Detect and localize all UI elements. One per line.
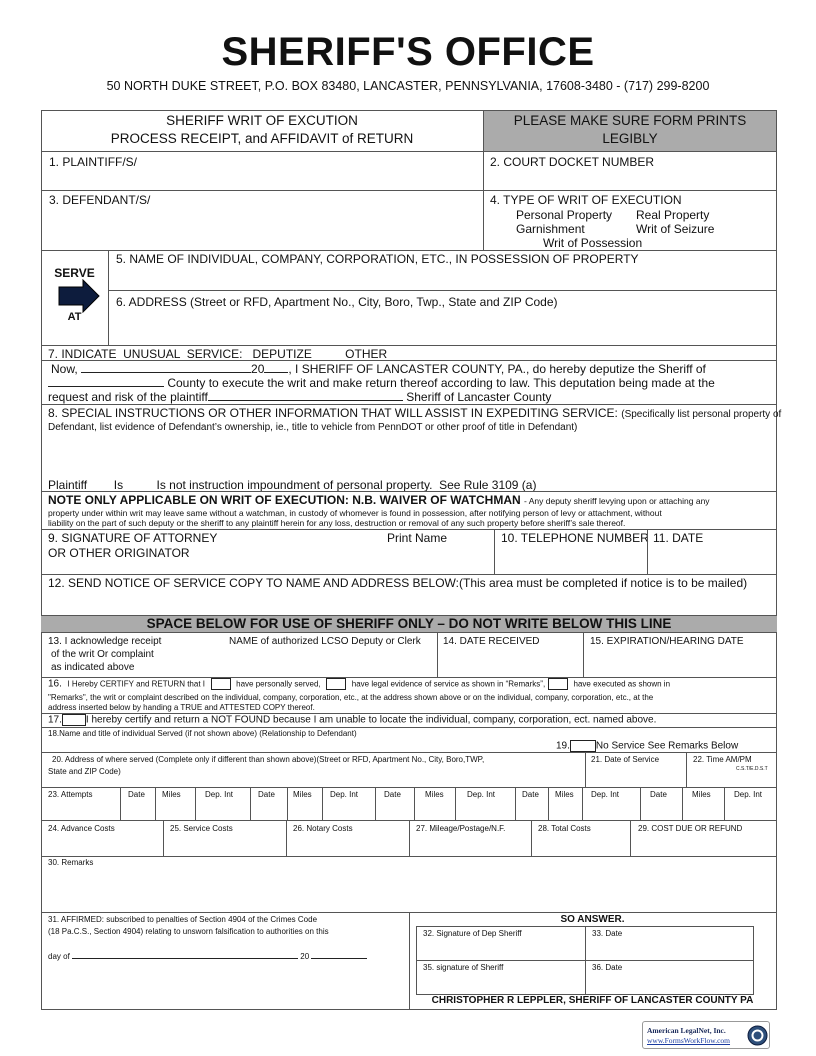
expiration-date-label: 15. EXPIRATION/HEARING DATE (590, 636, 744, 647)
notice-address-label: 12. SEND NOTICE OF SERVICE COPY TO NAME AND ADDRESS BELOW:(This area must be completed if notice is to be mailed) (48, 576, 748, 590)
form-frame (41, 110, 777, 1010)
defendant-label: 3. DEFENDANT/S/ (49, 193, 151, 207)
receipt-label-1: 13. I acknowledge receipt (48, 636, 162, 647)
affirmed-line-1: 31. AFFIRMED: subscribed to penalties of Section 4904 of the Crimes Code (48, 915, 318, 924)
writ-type-seizure[interactable]: Writ of Seizure (636, 222, 715, 236)
dep-sheriff-date-label: 33. Date (592, 929, 623, 938)
certify-return-line-2: "Remarks", the writ or complaint described on the individual, company, corporation, etc., at the address shown above or on the individual, company, corporation, etc., at the (48, 693, 654, 702)
service-costs-label: 25. Service Costs (170, 824, 233, 833)
attempt-1-depint: Dep. Int (205, 790, 234, 799)
telephone-label: 10. TELEPHONE NUMBER (501, 531, 649, 545)
date-received-label: 14. DATE RECEIVED (443, 636, 540, 647)
attempt-4-depint: Dep. Int (591, 790, 620, 799)
sheriff-signature-label: 35. signature of Sheriff (423, 963, 504, 972)
not-found-line: 17. I hereby certify and return a NOT FOUND because I am unable to locate the individual, company, corporation, ect. named above. (48, 714, 657, 726)
attempt-1-date: Date (128, 790, 145, 799)
print-notice-1: PLEASE MAKE SURE FORM PRINTS (513, 113, 747, 128)
at-label: AT (67, 311, 82, 323)
form-title-1: SHERIFF WRIT OF EXCUTION (166, 113, 358, 128)
serve-label: SERVE (54, 266, 95, 280)
writ-type-real[interactable]: Real Property (636, 208, 710, 222)
personally-served-checkbox[interactable] (211, 678, 231, 690)
brand-logo-icon (747, 1025, 768, 1046)
total-costs-label: 28. Total Costs (538, 824, 591, 833)
writ-type-garnishment[interactable]: Garnishment (516, 222, 585, 236)
remarks-label: 30. Remarks (48, 858, 94, 867)
mileage-postage-label: 27. Mileage/Postage/N.F. (416, 824, 506, 833)
affirmed-line-2: (18 Pa.C.S., Section 4904) relating to unsworn falsification to authorities on this (48, 927, 329, 936)
certify-return-line-3: address inserted below by handing a TRUE and ATTESTED COPY thereof. (48, 703, 315, 712)
executed-checkbox[interactable] (548, 678, 568, 690)
writ-type-personal[interactable]: Personal Property (516, 208, 613, 222)
served-address-label-2: State and ZIP Code) (48, 767, 121, 776)
time-zone-note: C.S.T/E.D.S.T (736, 766, 768, 772)
date-of-service-label: 21. Date of Service (591, 755, 660, 764)
deputize-line-1: Now, 20 , I SHERIFF OF LANCASTER COUNTY, PA., do hereby deputize the Sheriff of (51, 362, 706, 376)
served-address-label: 20. Address of where served (Complete only if different than shown above)(Street or RFD, Apartment No., City, Boro,TWP, (52, 755, 485, 764)
sheriff-only-label: SPACE BELOW FOR USE OF SHERIFF ONLY – DO NOT WRITE BELOW THIS LINE (146, 616, 672, 631)
writ-type-label: 4. TYPE OF WRIT OF EXECUTION (490, 193, 682, 207)
brand-badge[interactable] (642, 1021, 770, 1049)
deputize-line-2: County to execute the writ and make return thereof according to law. This deputation being made at the (48, 376, 715, 390)
impoundment-line: Plaintiff Is Is not instruction impoundment of personal property. See Rule 3109 (a) (48, 478, 537, 492)
attempt-3-depint: Dep. Int (467, 790, 496, 799)
attempt-5-date: Date (650, 790, 667, 799)
brand-name: American LegalNet, Inc. (647, 1026, 726, 1035)
print-notice-2: LEGIBLY (602, 131, 658, 146)
receipt-label-2: of the writ Or complaint (51, 649, 154, 660)
special-instructions-note: Defendant, list evidence of Defendant’s ownership, ie., title to vehicle from PennDOT or other proof of title in Defendant) (48, 422, 578, 433)
page-title: SHERIFF'S OFFICE (221, 30, 595, 74)
address-label: 6. ADDRESS (Street or RFD, Apartment No., City, Boro, Twp., State and ZIP Code) (116, 295, 558, 309)
notary-costs-label: 26. Notary Costs (293, 824, 353, 833)
legal-evidence-checkbox[interactable] (326, 678, 346, 690)
writ-type-possession[interactable]: Writ of Possession (543, 236, 643, 250)
deputize-line-3: request and risk of the plaintiff Sheriff of Lancaster County (48, 390, 552, 404)
brand-url[interactable]: www.FormsWorkFlow.com (647, 1036, 731, 1045)
deputy-name-label: NAME of authorized LCSO Deputy or Clerk (229, 636, 421, 647)
possessor-name-label: 5. NAME OF INDIVIDUAL, COMPANY, CORPORATION, ETC., IN POSSESSION OF PROPERTY (116, 252, 639, 266)
date-label: 11. DATE (653, 531, 704, 545)
print-name-label: Print Name (387, 531, 448, 545)
no-service-checkbox[interactable] (570, 740, 596, 752)
advance-costs-label: 24. Advance Costs (48, 824, 115, 833)
watchman-note: NOTE ONLY APPLICABLE ON WRIT OF EXECUTION: N.B. WAIVER OF WATCHMAN - Any deputy sheriff levying upon or attaching any (48, 493, 710, 507)
attempt-3-miles: Miles (425, 790, 444, 799)
watchman-note-2: property under within writ may leave same without a watchman, in custody of whomever is found in possession, after notifying person of levy or attachment, without (48, 508, 662, 518)
form-title-2: PROCESS RECEIPT, and AFFIDAVIT of RETURN (110, 131, 414, 146)
attempt-5-miles: Miles (692, 790, 711, 799)
attempt-2-depint: Dep. Int (330, 790, 359, 799)
no-service-line: 19. No Service See Remarks Below (556, 740, 739, 752)
attempt-1-miles: Miles (162, 790, 181, 799)
attorney-signature-label: 9. SIGNATURE OF ATTORNEY (48, 531, 218, 545)
attempt-2-miles: Miles (293, 790, 312, 799)
cost-due-label: 29. COST DUE OR REFUND (638, 824, 743, 833)
unusual-service-label: 7. INDICATE UNUSUAL SERVICE: DEPUTIZE OTHER (48, 347, 388, 361)
attempt-4-date: Date (522, 790, 539, 799)
attempt-3-date: Date (384, 790, 401, 799)
sheriff-name: CHRISTOPHER R LEPPLER, SHERIFF OF LANCASTER COUNTY PA (431, 995, 754, 1006)
receipt-label-3: as indicated above (51, 662, 135, 673)
watchman-note-3: liability on the part of such deputy or the sheriff to any plaintiff herein for any loss, destruction or removal of any such property before sheriff’s sale thereof. (48, 518, 626, 528)
attempt-2-date: Date (258, 790, 275, 799)
arrow-right-icon (57, 279, 101, 313)
docket-number-label: 2. COURT DOCKET NUMBER (490, 155, 655, 169)
attempts-label: 23. Attempts (48, 790, 93, 799)
served-individual-label: 18.Name and title of individual Served (if not shown above) (Relationship to Defendant) (48, 729, 357, 738)
plaintiff-label: 1. PLAINTIFF/S/ (49, 155, 138, 169)
so-answer-label: SO ANSWER. (560, 914, 625, 925)
special-instructions-label: 8. SPECIAL INSTRUCTIONS OR OTHER INFORMATION THAT WILL ASSIST IN EXPEDITING SERVICE: (Specifically list personal property of (48, 406, 782, 420)
sheriff-date-label: 36. Date (592, 963, 623, 972)
originator-label: OR OTHER ORIGINATOR (48, 546, 190, 560)
time-label: 22. Time AM/PM (693, 755, 752, 764)
dep-sheriff-signature-label: 32. Signature of Dep Sheriff (423, 929, 522, 938)
attempt-4-miles: Miles (555, 790, 574, 799)
office-address: 50 NORTH DUKE STREET, P.O. BOX 83480, LANCASTER, PENNSYLVANIA, 17608-3480 - (717) 299-8200 (106, 79, 710, 93)
day-of-line: day of 20 (48, 949, 367, 961)
not-found-checkbox[interactable] (62, 714, 86, 726)
certify-return-line: 16. I Hereby CERTIFY and RETURN that I have personally served, have legal evidence of service as shown in “Remarks”, have executed as shown in (48, 678, 671, 690)
attempt-5-depint: Dep. Int (734, 790, 763, 799)
